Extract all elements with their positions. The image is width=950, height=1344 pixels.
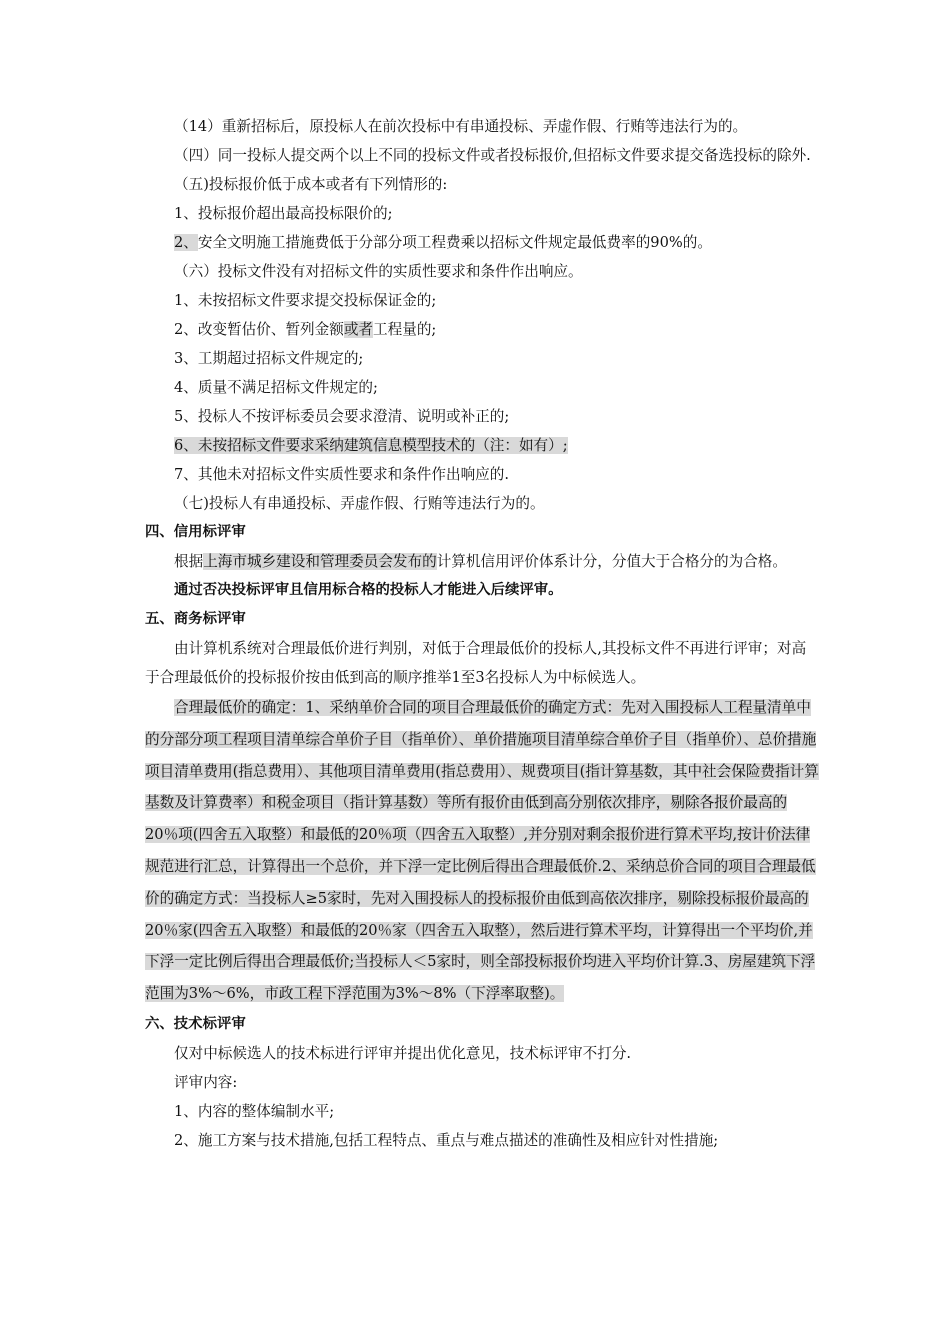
list-item xyxy=(145,228,820,257)
paragraph-clause-5: （五)投标报价低于成本或者有下列情形的: xyxy=(174,176,448,193)
list-item: 3、工期超过招标文件规定的; xyxy=(174,350,364,367)
paragraph-clause-4: （四）同一投标人提交两个以上不同的投标文件或者投标报价,但招标文件要求提交备选投标的除外. xyxy=(174,147,811,164)
list-item xyxy=(145,315,820,344)
paragraph-text: 计算机信用评价体系计分，分值大于合格分的为合格。 xyxy=(436,553,787,570)
list-item: 5、投标人不按评标委员会要求澄清、说明或补正的; xyxy=(174,408,510,425)
list-item: 1、内容的整体编制水平; xyxy=(174,1102,335,1120)
document-page xyxy=(145,112,820,1155)
list-item-text: 2、改变暂估价、暂列金额 xyxy=(174,321,344,338)
list-item-text: 安全文明施工措施费低于分部分项工程费乘以招标文件规定最低费率的90%的。 xyxy=(197,234,712,251)
highlighted-text: 6、未按招标文件要求采纳建筑信息模型技术的（注：如有）; xyxy=(174,437,568,454)
highlighted-text: 合理最低价的确定：1、采纳单价合同的项目合理最低价的确定方式：先对入围投标人工程量清单中的分部分项工程项目清单综合单价子目（指单价）、单价措施项目清单综合单价子目（指单价）、总价措施项目清单费用(指总费用）、其他项目清单费用(指总费用）、规费项目(指计算基数，其中社会保险费指计算基数及计算费率）和税金项目（指计算基数）等所有报价由低到高分别依次排序，剔除各报价最高的20％项(四舍五入取整）和最低的20％项（四舍五入取整）,并分别对剩余报价进行算术平均,按计价法律规范进行汇总，计算得出一个总价，并下浮一定比例后得出合理最低价.2、采纳总价合同的项目合理最低价的确定方式：当投标人≥5家时，先对入围投标人的投标报价由低到高依次排序，剔除投标报价最高的20％家(四舍五入取整）和最低的20％家（四舍五入取整），然后进行算术平均，计算得出一个平均价,并下浮一定比例后得出合理最低价;当投标人＜5家时，则全部投标报价均进入平均价计算.3、房屋建筑下浮范围为3%～6%，市政工程下浮范围为3%～8%（下浮率取整)。 xyxy=(145,699,819,1003)
paragraph-credit-review xyxy=(145,547,820,576)
list-item: 1、投标报价超出最高投标限价的; xyxy=(174,205,393,222)
paragraph-clause-7: （七)投标人有串通投标、弄虚作假、行贿等违法行为的。 xyxy=(174,495,545,512)
highlighted-text: 或者 xyxy=(343,321,374,338)
list-item xyxy=(145,431,820,460)
paragraph-lowest-price-rule xyxy=(145,692,820,1010)
list-item-text: 工程量的; xyxy=(373,321,437,338)
section-heading-credit: 四、信用标评审 xyxy=(145,524,246,540)
list-item: 7、其他未对招标文件实质性要求和条件作出响应的. xyxy=(174,466,509,483)
paragraph-business-review: 由计算机系统对合理最低价进行判别，对低于合理最低价的投标人,其投标文件不再进行评审；对高于合理最低价的投标报价按由低到高的顺序推举1至3名投标人为中标候选人。 xyxy=(145,640,807,686)
highlighted-text: 上海市城乡建设和管理委员会发布的 xyxy=(203,553,437,570)
paragraph-technical-review: 仅对中标候选人的技术标进行评审并提出优化意见，技术标评审不打分. xyxy=(174,1044,632,1062)
list-item: 2、施工方案与技术措施,包括工程特点、重点与难点描述的准确性及相应针对性措施; xyxy=(174,1131,719,1149)
list-item: 4、质量不满足招标文件规定的; xyxy=(174,379,378,396)
paragraph-review-content: 评审内容: xyxy=(174,1073,238,1091)
section-heading-technical: 六、技术标评审 xyxy=(145,1015,246,1032)
list-item: 1、未按招标文件要求提交投标保证金的; xyxy=(174,292,437,309)
paragraph-clause-6: （六）投标文件没有对招标文件的实质性要求和条件作出响应。 xyxy=(174,263,583,280)
highlighted-text: 2、 xyxy=(174,234,198,251)
bold-notice: 通过否决投标评审且信用标合格的投标人才能进入后续评审。 xyxy=(174,582,563,598)
paragraph-text: 根据 xyxy=(174,553,204,570)
section-heading-business: 五、商务标评审 xyxy=(145,611,246,627)
paragraph-clause-14: （14）重新招标后，原投标人在前次投标中有串通投标、弄虚作假、行贿等违法行为的。 xyxy=(174,118,748,135)
